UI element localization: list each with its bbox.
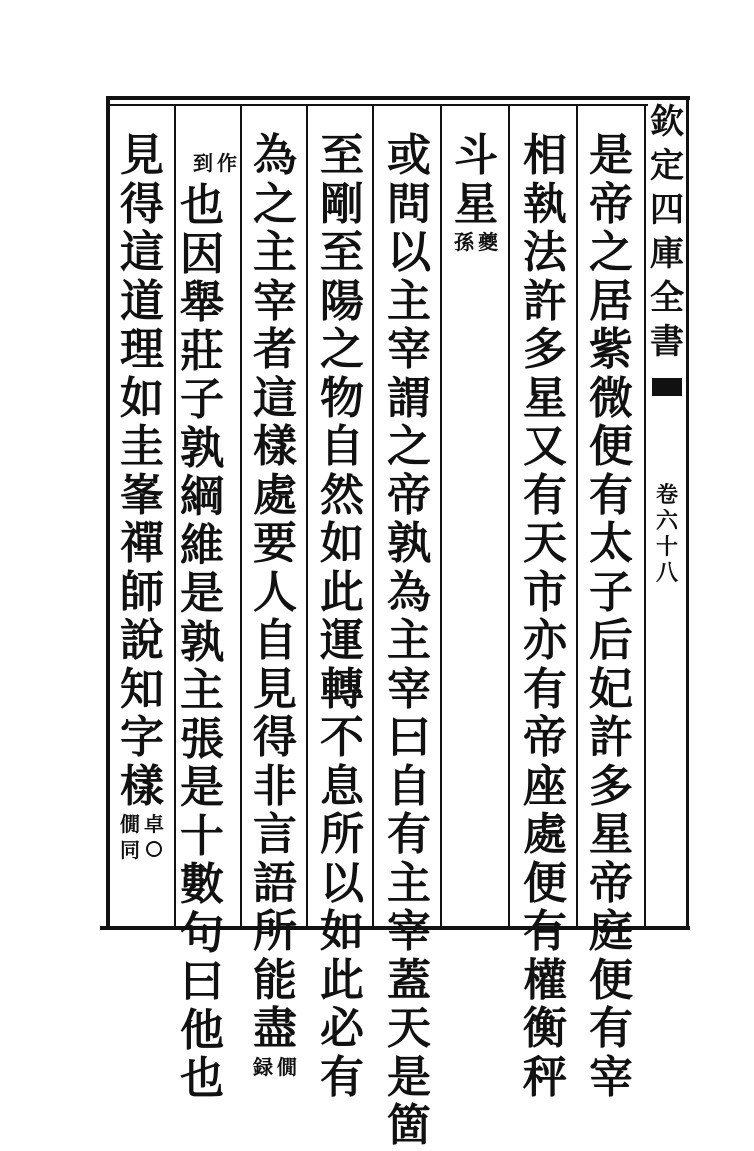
text-char: 宰 — [387, 906, 431, 957]
text-column-5 — [314, 130, 370, 1103]
text-char: 曰 — [387, 712, 431, 763]
text-char: 孰 — [180, 422, 224, 474]
text-char: 物 — [320, 372, 364, 424]
book-title-char: 欽 — [650, 102, 684, 142]
text-char: 知 — [120, 663, 164, 715]
text-char: 陽 — [320, 275, 364, 327]
text-char: 問 — [387, 178, 431, 230]
text-char: 有 — [523, 469, 567, 521]
text-char: 主 — [387, 857, 431, 909]
text-char: 為 — [387, 566, 431, 618]
volume-char: 十 — [655, 534, 678, 560]
text-char: 星 — [454, 178, 498, 230]
text-char: 數 — [180, 859, 224, 910]
text-char: 天 — [523, 518, 567, 569]
annotation-char: 僩 — [277, 1054, 297, 1079]
text-char: 然 — [320, 469, 364, 521]
book-title-char: 庫 — [650, 234, 684, 274]
annotation-left — [119, 811, 141, 863]
text-char: 權 — [523, 954, 567, 1006]
text-char: 相 — [523, 130, 567, 181]
text-char: 之 — [253, 178, 297, 230]
margin-strip — [646, 100, 688, 586]
text-char: 座 — [523, 760, 567, 812]
text-char: 至 — [320, 130, 364, 181]
annotation — [252, 1054, 298, 1080]
text-char: 又 — [523, 421, 567, 472]
text-char: 有 — [523, 906, 567, 957]
text-char: 言 — [253, 809, 297, 860]
text-column-8 — [112, 132, 172, 932]
text-char: 以 — [387, 227, 431, 278]
annotation — [119, 811, 165, 863]
text-char: 星 — [523, 372, 567, 424]
text-char: 帝 — [387, 469, 431, 521]
book-title-char: 全 — [650, 278, 684, 318]
column-divider — [306, 106, 308, 926]
text-char: 禪 — [120, 518, 164, 569]
text-char: 衡 — [523, 1003, 567, 1054]
text-char: 許 — [589, 712, 633, 763]
text-char: 得 — [253, 712, 297, 763]
text-char: 為 — [253, 130, 297, 181]
text-char: 他 — [180, 1004, 224, 1056]
annotation-char: 到 — [193, 151, 213, 175]
text-char: 許 — [523, 275, 567, 327]
main-text — [118, 132, 166, 811]
text-char: 是 — [387, 1051, 431, 1103]
top-border-inner — [108, 104, 648, 106]
book-title — [647, 100, 687, 364]
text-char: 斗 — [454, 130, 498, 181]
text-char: 自 — [387, 760, 431, 812]
annotation-char: 作 — [217, 151, 237, 175]
text-char: 是 — [589, 130, 633, 181]
annotation — [453, 229, 499, 255]
text-char: 便 — [589, 954, 633, 1006]
text-char: 舉 — [180, 277, 224, 328]
text-char: 紫 — [589, 324, 633, 375]
text-char: 句 — [180, 907, 224, 959]
text-column-7 — [178, 132, 238, 1104]
text-char: 維 — [180, 519, 224, 571]
text-char: 至 — [320, 227, 364, 278]
text-char: 庭 — [589, 906, 633, 957]
text-char: 之 — [387, 421, 431, 472]
text-char: 此 — [320, 566, 364, 618]
annotation-right — [477, 229, 499, 255]
text-char: 所 — [320, 809, 364, 860]
text-char: 謂 — [387, 372, 431, 424]
annotation-head — [192, 150, 238, 176]
text-char: 法 — [523, 227, 567, 278]
text-char: 這 — [120, 227, 164, 278]
text-char: 樣 — [120, 760, 164, 812]
annotation-char: 僩 — [120, 812, 140, 836]
text-char: 亦 — [523, 615, 567, 666]
text-char: 峯 — [120, 469, 164, 521]
text-char: 主 — [387, 275, 431, 327]
text-char: 便 — [523, 857, 567, 909]
text-char: 圭 — [120, 421, 164, 472]
text-char: 妃 — [589, 663, 633, 715]
text-char: 有 — [387, 809, 431, 860]
volume-char: 六 — [655, 508, 678, 534]
text-char: 自 — [253, 615, 297, 666]
text-char: 宰 — [387, 324, 431, 375]
text-char: 能 — [253, 954, 297, 1006]
text-char: 也 — [180, 180, 224, 231]
text-char: 帝 — [589, 857, 633, 909]
text-char: 主 — [253, 227, 297, 278]
text-column-4 — [381, 130, 437, 1151]
left-border — [106, 96, 110, 930]
text-char: 便 — [589, 421, 633, 472]
text-char: 宰 — [387, 663, 431, 715]
annotation-char: 同 — [120, 838, 140, 862]
text-char: 有 — [320, 1051, 364, 1103]
text-char: 如 — [320, 518, 364, 569]
text-char: 十 — [180, 810, 224, 862]
volume-char: 八 — [655, 560, 678, 586]
text-char: 有 — [523, 663, 567, 715]
annotation-char: 卓 — [144, 812, 164, 836]
text-char: 有 — [589, 469, 633, 521]
column-divider — [576, 106, 578, 926]
text-char: 曰 — [180, 956, 224, 1007]
text-char: 說 — [120, 615, 164, 666]
text-column-2 — [517, 130, 573, 1103]
text-char: 箇 — [387, 1100, 431, 1151]
text-char: 樣 — [253, 421, 297, 472]
annotation-right — [276, 1054, 298, 1080]
column-divider — [240, 106, 242, 926]
column-divider — [174, 106, 176, 926]
text-char: 秤 — [523, 1051, 567, 1103]
text-char: 此 — [320, 954, 364, 1006]
text-char: 帝 — [589, 178, 633, 230]
text-char: 運 — [320, 615, 364, 666]
fish-tail-mark — [652, 378, 682, 396]
text-char: 道 — [120, 275, 164, 327]
text-char: 居 — [589, 275, 633, 327]
text-char: 宰 — [253, 275, 297, 327]
top-border — [108, 96, 690, 100]
text-char: 執 — [523, 178, 567, 230]
main-text — [521, 132, 569, 1102]
text-char: 多 — [523, 324, 567, 375]
text-char: 字 — [120, 712, 164, 763]
text-char: 蓋 — [387, 954, 431, 1006]
text-column-1 — [583, 130, 639, 1103]
text-char: 是 — [180, 762, 224, 813]
volume-char: 卷 — [655, 482, 678, 508]
column-divider — [440, 106, 442, 926]
text-char: 見 — [120, 130, 164, 181]
text-char: 宰 — [589, 1051, 633, 1103]
text-char: 之 — [589, 227, 633, 278]
main-text — [452, 132, 500, 229]
annotation-left — [192, 150, 214, 176]
annotation-left — [453, 229, 475, 255]
text-char: 見 — [253, 663, 297, 715]
text-char: 者 — [253, 324, 297, 375]
text-char: 后 — [589, 615, 633, 666]
text-char: 莊 — [180, 325, 224, 377]
text-char: 帝 — [523, 712, 567, 763]
text-char: 也 — [180, 1053, 224, 1104]
text-char: 得 — [120, 178, 164, 230]
column-divider — [372, 106, 374, 926]
text-char: 不 — [320, 712, 364, 763]
text-char: 因 — [180, 228, 224, 280]
annotation-right — [143, 811, 165, 863]
text-char: 張 — [180, 713, 224, 765]
circle-mark — [146, 841, 162, 857]
text-char: 人 — [253, 566, 297, 618]
text-char: 盡 — [253, 1003, 297, 1054]
main-text — [318, 132, 366, 1102]
text-column-6 — [246, 130, 304, 1079]
text-char: 處 — [523, 809, 567, 860]
annotation-char: 夔 — [478, 230, 498, 254]
text-char: 轉 — [320, 663, 364, 715]
text-char: 以 — [320, 857, 364, 909]
text-char: 息 — [320, 760, 364, 812]
text-char: 自 — [320, 421, 364, 472]
main-text — [178, 182, 226, 1104]
text-char: 微 — [589, 372, 633, 424]
main-text — [587, 132, 635, 1102]
book-title-char: 四 — [650, 190, 684, 230]
text-char: 必 — [320, 1003, 364, 1054]
text-char: 天 — [387, 1003, 431, 1054]
main-text — [385, 132, 433, 1151]
text-char: 如 — [120, 372, 164, 424]
text-char: 處 — [253, 469, 297, 521]
text-char: 如 — [320, 906, 364, 957]
text-char: 之 — [320, 324, 364, 375]
text-char: 多 — [589, 760, 633, 812]
text-char: 剛 — [320, 178, 364, 230]
text-char: 這 — [253, 372, 297, 424]
annotation-right — [216, 150, 238, 176]
main-text — [251, 132, 299, 1054]
annotation-char: 録 — [253, 1054, 273, 1079]
text-char: 理 — [120, 324, 164, 375]
text-char: 或 — [387, 130, 431, 181]
text-char: 師 — [120, 566, 164, 618]
column-divider — [508, 106, 510, 926]
book-title-char: 書 — [650, 322, 684, 362]
text-column-3 — [446, 132, 506, 932]
text-char: 非 — [253, 760, 297, 812]
text-char: 所 — [253, 906, 297, 957]
text-char: 主 — [180, 665, 224, 716]
text-char: 綱 — [180, 471, 224, 522]
text-char: 子 — [180, 374, 224, 425]
annotation-char: 孫 — [454, 230, 474, 254]
text-char: 子 — [589, 566, 633, 618]
annotation-left — [252, 1054, 274, 1080]
book-title-char: 定 — [650, 146, 684, 186]
text-char: 市 — [523, 566, 567, 618]
text-char: 孰 — [180, 616, 224, 668]
annotation-char — [143, 837, 165, 863]
text-char: 要 — [253, 518, 297, 569]
text-char: 孰 — [387, 518, 431, 569]
text-char: 星 — [589, 809, 633, 860]
text-char: 太 — [589, 518, 633, 569]
text-char: 語 — [253, 857, 297, 909]
volume-label — [653, 482, 681, 586]
text-char: 主 — [387, 615, 431, 666]
text-char: 有 — [589, 1003, 633, 1054]
text-char: 是 — [180, 568, 224, 619]
